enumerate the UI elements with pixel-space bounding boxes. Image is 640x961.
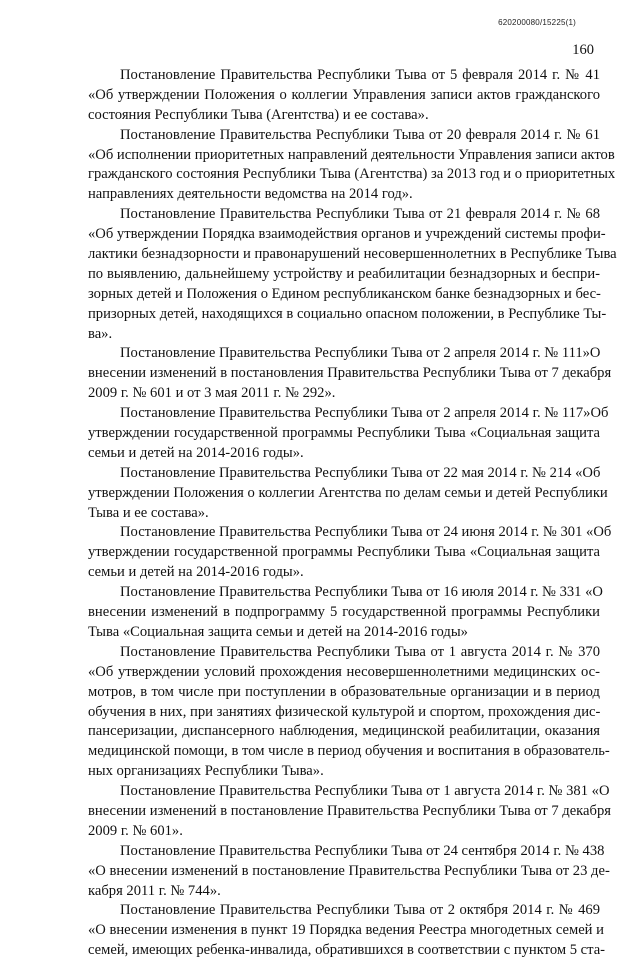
entry-text-line: «Об утверждении условий прохождения несовершеннолетними медицинских ос- [88, 663, 600, 680]
entry-title-line: Постановление Правительства Республики Тыва от 1 августа 2014 г. № 370 [120, 643, 600, 660]
entry-text-line: утверждении Положения о коллегии Агентства по делам семьи и детей Республики [88, 484, 608, 501]
entry-title-line: Постановление Правительства Республики Тыва от 22 мая 2014 г. № 214 «Об [120, 464, 601, 481]
entry-text-line: лактики безнадзорности и правонарушений несовершеннолетних в Республике Тыва [88, 246, 617, 263]
entry-title-line: Постановление Правительства Республики Тыва от 24 июня 2014 г. № 301 «Об [120, 524, 612, 541]
resolution-entry [88, 523, 612, 583]
resolution-entry [88, 464, 608, 524]
entry-text-line: «О внесении изменения в пункт 19 Порядка ведения Реестра многодетных семей и [88, 922, 604, 939]
page-number: 160 [572, 42, 594, 58]
entry-text-line: ных организациях Республики Тыва». [88, 763, 324, 780]
entry-title-line: Постановление Правительства Республики Тыва от 24 сентября 2014 г. № 438 [120, 842, 605, 859]
entry-text-line: направлениях деятельности ведомства на 2014 год». [88, 186, 413, 203]
entry-text-line: семей, имеющих ребенка-инвалида, обратившихся в соответствии с пунктом 5 ста- [88, 942, 606, 959]
entry-text-line: призорных детей, находящихся в социально опасном положении, в Республике Ты- [88, 305, 607, 322]
entry-text-line: медицинской помощи, в том числе в период обучения и воспитания в образователь- [88, 743, 610, 760]
entry-title-line: Постановление Правительства Республики Тыва от 2 апреля 2014 г. № 117»Об [120, 405, 609, 422]
entry-text-line: Тыва и ее состава». [88, 504, 209, 521]
resolution-entry [88, 782, 611, 842]
entry-text-line: 2009 г. № 601». [88, 822, 183, 839]
entry-text-line: внесении изменений в постановления Правительства Республики Тыва от 7 декабря [88, 365, 612, 382]
entry-title-line: Постановление Правительства Республики Тыва от 1 августа 2014 г. № 381 «О [120, 783, 610, 800]
resolution-entry [88, 126, 616, 206]
entry-text-line: утверждении государственной программы Республики Тыва «Социальная защита [88, 425, 600, 442]
entry-text-line: «Об утверждении Порядка взаимодействия органов и учреждений системы профи- [88, 226, 606, 243]
entry-text-line: пансеризации, диспансерного наблюдения, медицинской реабилитации, оказания [88, 723, 600, 740]
entry-text-line: гражданского состояния Республики Тыва (Агентства) за 2013 год и о приоритетных [88, 166, 616, 183]
entry-text-line: зорных детей и Положения о Едином республиканском банке безнадзорных и бес- [88, 285, 601, 302]
entry-title-line: Постановление Правительства Республики Тыва от 5 февраля 2014 г. № 41 [120, 67, 600, 83]
entry-text-line: состояния Республики Тыва (Агентства) и ее состава». [88, 106, 429, 123]
entry-text-line: «Об исполнении приоритетных направлений деятельности Управления записи актов [88, 146, 615, 163]
document-body [88, 66, 617, 961]
entry-text-line: «Об утверждении Положения о коллегии Управления записи актов гражданского [88, 86, 600, 103]
resolution-entry [88, 344, 612, 404]
entry-text-line: по выявлению, дальнейшему устройству и реабилитации безнадзорных и беспри- [88, 265, 600, 282]
entry-text-line: мотров, в том числе при поступлении в образовательные организации и в период [88, 683, 600, 700]
entry-text-line: внесении изменений в подпрограмму 5 государственной программы Республики [88, 604, 600, 621]
entry-title-line: Постановление Правительства Республики Тыва от 16 июля 2014 г. № 331 «О [120, 584, 603, 601]
entry-title-line: Постановление Правительства Республики Тыва от 21 февраля 2014 г. № 68 [120, 206, 600, 223]
entry-text-line: обучения в них, при занятиях физической культурой и спортом, прохождения дис- [88, 703, 601, 720]
entry-text-line: семьи и детей на 2014-2016 годы». [88, 444, 304, 461]
entry-title-line: Постановление Правительства Республики Тыва от 2 апреля 2014 г. № 111»О [120, 345, 601, 362]
entry-text-line: внесении изменений в постановление Правительства Республики Тыва от 7 декабря [88, 802, 611, 819]
entry-text-line: кабря 2011 г. № 744». [88, 882, 221, 899]
entry-text-line: «О внесении изменений в постановление Правительства Республики Тыва от 23 де- [88, 862, 610, 879]
entry-title-line: Постановление Правительства Республики Тыва от 2 октября 2014 г. № 469 [120, 902, 600, 919]
resolution-entry [88, 404, 609, 464]
document-id: 620200080/15225(1) [498, 18, 576, 27]
entry-text-line: Тыва «Социальная защита семьи и детей на 2014-2016 годы» [88, 623, 468, 640]
resolution-entry [88, 66, 600, 126]
resolution-entry [88, 205, 617, 344]
resolution-entry [88, 842, 610, 902]
resolution-entry [88, 583, 603, 643]
entry-title-line: Постановление Правительства Республики Тыва от 20 февраля 2014 г. № 61 [120, 126, 600, 143]
entry-text-line: семьи и детей на 2014-2016 годы». [88, 564, 304, 581]
entry-text-line: утверждении государственной программы Республики Тыва «Социальная защита [88, 544, 600, 561]
entry-text-line: 2009 г. № 601 и от 3 мая 2011 г. № 292». [88, 385, 336, 402]
resolution-entry [88, 643, 610, 782]
resolution-entry [88, 901, 606, 961]
entry-text-line: ва». [88, 325, 113, 342]
